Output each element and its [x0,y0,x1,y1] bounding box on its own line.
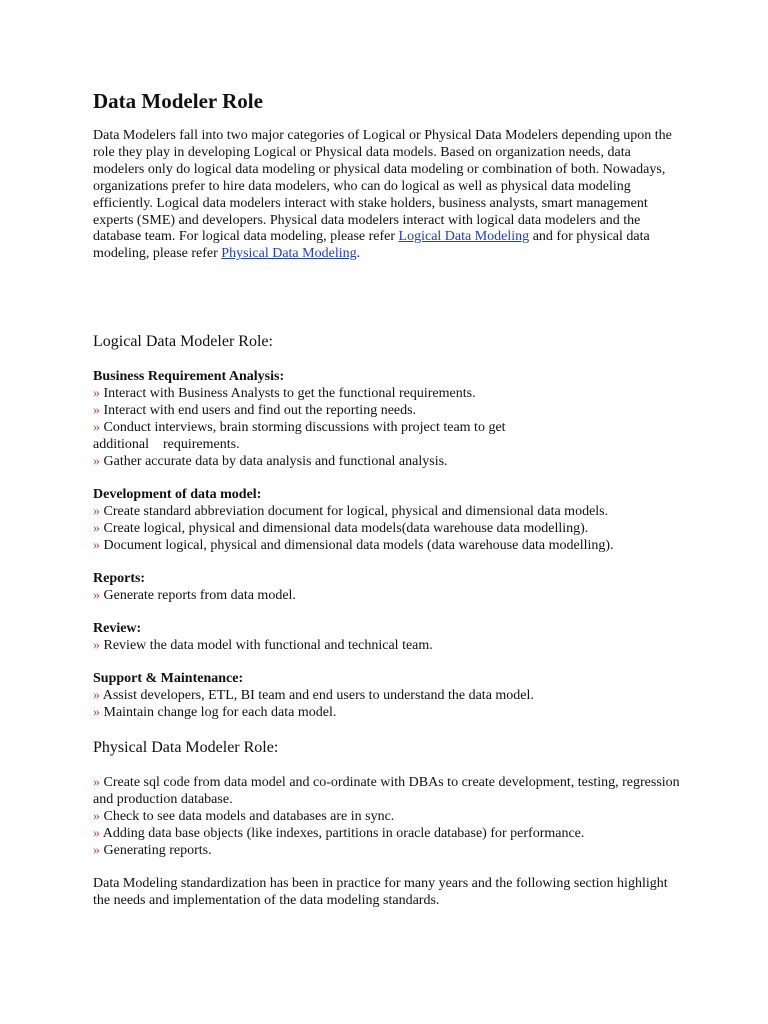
list-item-continuation: additional requirements. [93,437,240,452]
list-item: » Create logical, physical and dimensional data models(data warehouse data modelling). [93,521,589,536]
list-item: » Check to see data models and databases are in sync. [93,809,395,824]
list-item: » Review the data model with functional and technical team. [93,638,433,653]
list-item: » Gather accurate data by data analysis and functional analysis. [93,454,448,469]
intro-text-3: . [356,246,361,262]
list-item: » Interact with Business Analysts to get the functional requirements. [93,386,476,401]
bullet-icon: » [93,504,100,519]
support-section [93,670,693,721]
bullet-icon: » [93,538,100,553]
bullet-icon: » [93,454,100,469]
bullet-icon: » [93,843,100,858]
list-item: » Interact with end users and find out the reporting needs. [93,403,417,418]
intro-paragraph [93,128,683,263]
review-label: Review: [93,621,142,636]
bullet-icon: » [93,386,100,401]
bullet-icon: » [93,588,100,603]
logical-role-heading: Logical Data Modeler Role: [93,333,273,350]
closing-paragraph: Data Modeling standardization has been in practice for many years and the following section highlight the needs and implementation of the data modeling standards. [93,876,668,908]
bullet-icon: » [93,826,100,841]
list-item: » Generating reports. [93,843,212,858]
list-item: » Document logical, physical and dimensional data models (data warehouse data modelling). [93,538,614,553]
page-title: Data Modeler Role [93,89,263,113]
bullet-icon: » [93,521,100,536]
intro-text-1: Data Modelers fall into two major categories of Logical or Physical Data Modelers depending upon the role they play in developing Logical or Physical data models. Based on organization needs, data modelers only do logical data modeling or physical data modeling or combination of both. Nowadays, organizations prefer to hire data modelers, who can do logical as well as physical data modeling efficiently. Logical data modelers interact with stake holders, business analysts, smart management experts (SME) and developers. Physical data modelers interact with logical data modelers and the database team. For logical data modeling, please refer [93,128,672,245]
bullet-icon: » [93,688,100,703]
list-item: » Assist developers, ETL, BI team and end users to understand the data model. [93,688,534,703]
physical-data-modeling-link[interactable]: Physical Data Modeling [221,246,357,262]
business-requirement-section [93,368,693,470]
bullet-icon: » [93,809,100,824]
physical-role-heading: Physical Data Modeler Role: [93,739,279,756]
business-requirement-label: Business Requirement Analysis: [93,369,285,384]
bullet-icon: » [93,705,100,720]
reports-label: Reports: [93,571,146,586]
bullet-icon: » [93,403,100,418]
list-item: » Generate reports from data model. [93,588,296,603]
bullet-icon: » [93,775,100,790]
list-item: » Adding data base objects (like indexes, partitions in oracle database) for performance. [93,826,585,841]
intro-text-2: and for physical data modeling, please refer [93,229,650,262]
reports-section [93,570,693,604]
logical-data-modeling-link[interactable]: Logical Data Modeling [398,229,530,245]
support-label: Support & Maintenance: [93,671,244,686]
bullet-icon: » [93,638,100,653]
list-item: » Conduct interviews, brain storming discussions with project team to get [93,420,506,435]
development-section [93,486,693,554]
list-item: » Create standard abbreviation document for logical, physical and dimensional data models. [93,504,609,519]
development-label: Development of data model: [93,487,262,502]
physical-role-list [93,774,693,859]
bullet-icon: » [93,420,100,435]
review-section [93,620,693,654]
list-item: » Create sql code from data model and co-ordinate with DBAs to create development, testing, regression and production database. [93,775,680,807]
list-item: » Maintain change log for each data model. [93,705,337,720]
